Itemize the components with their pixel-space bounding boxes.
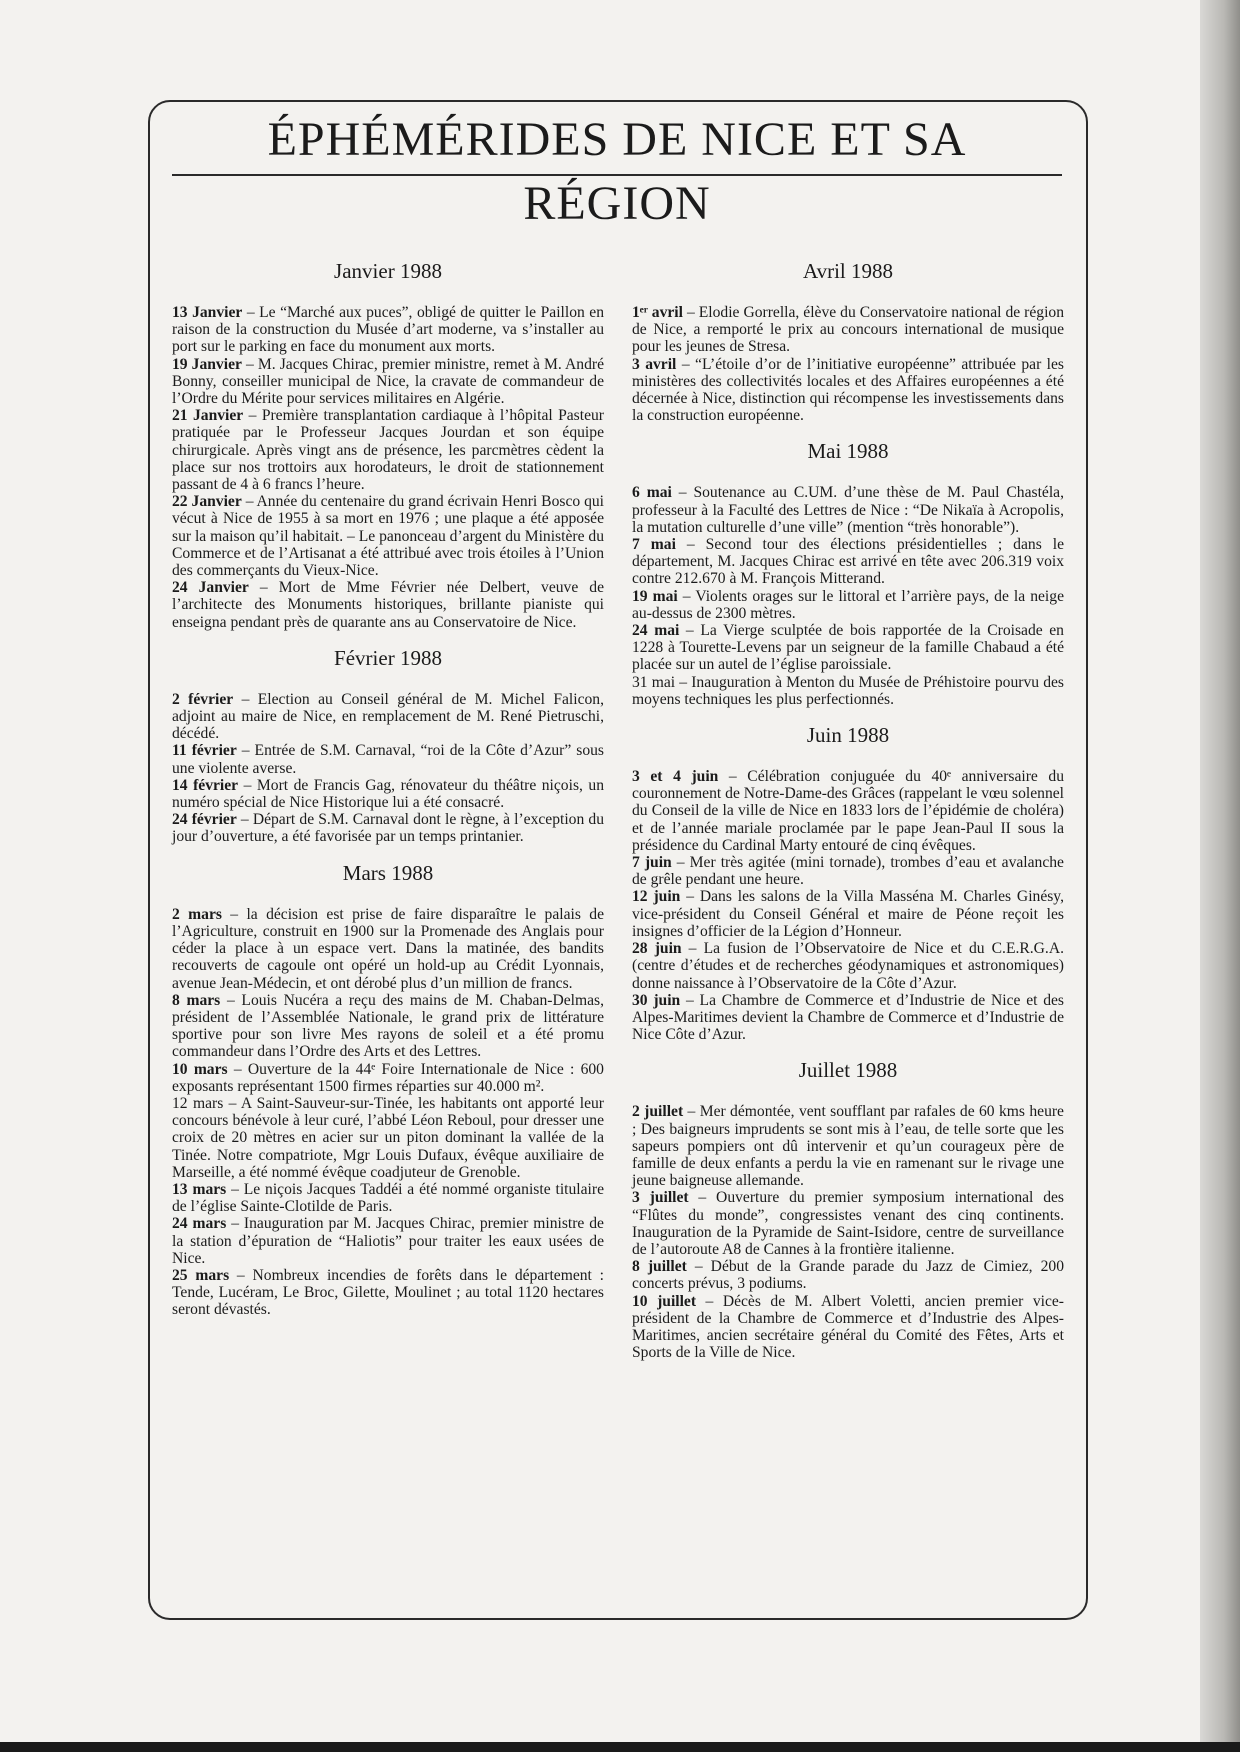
entry-text: – Le niçois Jacques Taddéi a été nommé organiste titulaire de l’église Sainte-Clotilde de Paris.: [172, 1180, 604, 1216]
entry-text: – la décision est prise de faire disparaître le palais de l’Agriculture, construit en 1900 sur la Promenade des Anglais pour céder la place à un espace vert. Dans la matinée, des bandits recouverts de cagoule ont opéré un hold-up au Crédit Lyonnais, avenue Jean-Médecin, et ont dérobé plus d’un million de francs.: [172, 905, 604, 992]
entry-date: 12 juin: [632, 888, 681, 906]
entry-date: 2 juillet: [632, 1103, 684, 1121]
entry-date: 10 juillet: [632, 1292, 697, 1310]
entry-date: 11 février: [172, 742, 237, 760]
entry: [172, 811, 604, 845]
month-heading: Mai 1988: [807, 439, 889, 464]
entry-text: 31 mai – Inauguration à Menton du Musée de Préhistoire pourvu des moyens techniques les plus perfectionnés.: [632, 673, 1064, 708]
entry-date: 3 et 4 juin: [632, 768, 719, 786]
entry: [172, 691, 604, 743]
entry-text: – Louis Nucéra a reçu des mains de M. Chaban-Delmas, président de l’Assemblée Nationale, le grand prix de littérature sportive pour son livre Mes rayons de soleil et a été promu commandeur dans l’Ordre des Arts et des Lettres.: [172, 991, 604, 1061]
scan-bottom-border: [0, 1742, 1240, 1752]
entry-date: 28 juin: [632, 940, 682, 958]
entry-text: – Le “Marché aux puces”, obligé de quitter le Paillon en raison de la construction du Musée d’art moderne, va s’installer au port sur le parking en face du monument aux morts.: [172, 304, 605, 356]
entry-text: – Second tour des élections présidentielles ; dans le département, M. Jacques Chirac est arrivé en tête avec 206.319 voix contre 212.670 à M. François Mitterand.: [632, 536, 1064, 588]
entry: [632, 536, 1064, 588]
entry-text: – La fusion de l’Observatoire de Nice et du C.E.R.G.A. (centre d’études et de recherches géodynamiques et astronomiques) donne naissance à l’Observatoire de la Côte d’Azur.: [632, 940, 1064, 992]
entry: [632, 1258, 1064, 1292]
entry-text: – Inauguration par M. Jacques Chirac, premier ministre de la station d’épuration de “Haliotis” pour traiter les eaux usées de Nice.: [172, 1215, 604, 1267]
entry: [172, 1181, 604, 1215]
column-right: [632, 258, 1064, 1375]
entry-text: – Nombreux incendies de forêts dans le département : Tende, Lucéram, Le Broc, Gilette, Moulinet ; au total 1120 hectares seront dévastés.: [172, 1266, 604, 1319]
month-section: [172, 258, 604, 631]
entry: [632, 992, 1064, 1044]
title-rule: [172, 174, 1062, 176]
month-section: [172, 645, 604, 846]
entry-date: 19 mai: [632, 587, 678, 605]
entry: [632, 356, 1064, 425]
entry-date: 3 juillet: [632, 1189, 689, 1207]
entry-date: 13 Janvier: [172, 304, 243, 321]
entry-text: – La Chambre de Commerce et d’Industrie de Nice et des Alpes-Maritimes devient la Chambre de Commerce et d’Industrie de Nice Côte d’Azur.: [632, 991, 1064, 1044]
entry-text: – M. Jacques Chirac, premier ministre, remet à M. André Bonny, conseiller municipal de Nice, la cravate de commandeur de l’Ordre du Mérite pour services militaires en Algérie.: [172, 355, 604, 408]
entry: [632, 768, 1064, 854]
entry: [172, 1061, 604, 1095]
entry-text: 12 mars – A Saint-Sauveur-sur-Tinée, les habitants ont apporté leur concours bénévole à leur curé, l’abbé Léon Reboul, pour dresser une croix de 20 mètres en acier sur un piton dominant la vallée de la Tinée. Notre compatriote, Mgr Louis Dufaux, évêque auxiliaire de Marseille, a été nommé évêque coadjuteur de Grenoble.: [172, 1094, 604, 1181]
entry-date: 7 juin: [632, 854, 672, 872]
entry-text: – Ouverture du premier symposium international des “Flûtes du monde”, congressistes venant des cinq continents. Inauguration de la Pyramide de Saint-Isidore, centre de surveillance de l’autoroute A8 de Cannes à la frontière italienne.: [632, 1189, 1064, 1258]
entry-date: 10 mars: [172, 1060, 228, 1078]
month-heading: Juin 1988: [806, 723, 890, 748]
entry-date: 14 février: [172, 776, 239, 794]
entry: [632, 1189, 1064, 1258]
month-section: [632, 258, 1064, 424]
entry: [172, 304, 604, 356]
month-heading: Février 1988: [334, 645, 442, 670]
entry-text: – Violents orages sur le littoral et l’arrière pays, de la neige au-dessus de 2300 mètres.: [632, 587, 1064, 622]
entry-text: – “L’étoile d’or de l’initiative européenne” attribuée par les ministères des collectivités locales et des Affaires européennes a été décernée à Nice, distinction qui récompense les investissements dans la construction européenne.: [632, 355, 1064, 425]
page-edge-shadow: [1200, 0, 1240, 1752]
entry: [632, 854, 1064, 888]
entry-date: 24 février: [172, 811, 237, 829]
month-section: [632, 438, 1064, 708]
entry: [632, 940, 1064, 992]
entry-date: 24 mai: [632, 622, 680, 640]
entry: [172, 777, 604, 811]
month-heading: Avril 1988: [802, 259, 894, 283]
entry-text: – Mort de Francis Gag, rénovateur du théâtre niçois, un numéro spécial de Nice Historique lui a été consacré.: [172, 776, 604, 812]
entry-text: – La Vierge sculptée de bois rapportée de la Croisade en 1228 à Tourette-Levens par un seigneur de la famille Chabaud a été placée sur un autel de l’église paroissiale.: [632, 622, 1064, 674]
entry: [172, 742, 604, 776]
entry-text: – Entrée de S.M. Carnaval, “roi de la Côte d’Azur” sous une violente averse.: [172, 742, 604, 777]
entry-text: – Soutenance au C.UM. d’une thèse de M. Paul Chastéla, professeur à la Faculté des Lettres de Nice : “De Nikaïa à Acropolis, la mutation culturelle d’une ville” (mention “très honorable”).: [632, 484, 1064, 536]
entry: [632, 1293, 1064, 1362]
entry-text: – Ouverture de la 44ᵉ Foire Internationale de Nice : 600 exposants représentant 1500 firmes réparties sur 40.000 m².: [172, 1060, 604, 1095]
entry: [172, 493, 604, 579]
entry-text: – Election au Conseil général de M. Michel Falicon, adjoint au maire de Nice, en remplacement de M. René Pietruschi, décédé.: [172, 690, 605, 743]
entry: [632, 304, 1064, 356]
entry-date: 24 mars: [172, 1215, 227, 1233]
entry: [172, 1215, 604, 1267]
entry: [632, 588, 1064, 622]
entry: [172, 992, 604, 1061]
entry-date: 3 avril: [632, 355, 677, 373]
entry: [172, 579, 604, 631]
entry: [172, 407, 604, 493]
entry-date: 2 mars: [172, 905, 222, 923]
entry-text: – Année du centenaire du grand écrivain Henri Bosco qui vécut à Nice de 1955 à sa mort en 1976 ; une plaque a été apposée sur la maison qu’il habitait. – Le panonceau d’argent du Ministère du Commerce et de l’Artisanat a été attribué avec trois étoiles à l’Union des commerçants du Vieux-Nice.: [172, 493, 605, 580]
entry-date: 1ᵉʳ avril: [632, 304, 683, 321]
entry-date: 7 mai: [632, 536, 676, 554]
entry: [632, 674, 1064, 708]
entry-date: 6 mai: [632, 484, 672, 502]
entry: [632, 888, 1064, 940]
entry: [632, 1103, 1064, 1189]
entry-text: – Mer démontée, vent soufflant par rafales de 60 kms heure ; Des baigneurs imprudents se sont mis à l’eau, de telle sorte que les sapeurs pompiers ont dû intervenir et qu’un courageux père de famille de deux enfants a perdu la vie en ramenant sur le rivage une jeune baigneuse allemande.: [632, 1103, 1064, 1190]
month-section: [172, 860, 604, 1319]
entry-date: 25 mars: [172, 1266, 230, 1284]
entry-text: – Première transplantation cardiaque à l’hôpital Pasteur pratiquée par le Professeur Jacques Jourdan et son équipe chirurgicale. Après vingt ans de présence, les parcmètres cèdent la place sur nos trottoirs aux horodateurs, le droit de stationnement passant de 4 à 6 francs l’heure.: [172, 407, 604, 494]
entry-date: 24 Janvier: [172, 579, 249, 597]
entry-text: – Départ de S.M. Carnaval dont le règne, à l’exception du jour d’ouverture, a été favorisée par un temps printanier.: [172, 811, 605, 846]
entry-date: 30 juin: [632, 991, 681, 1009]
entry: [172, 906, 604, 992]
entry-date: 2 février: [172, 690, 234, 708]
entry-date: 8 mars: [172, 991, 221, 1009]
month-section: [632, 722, 1064, 1043]
entry-date: 21 Janvier: [172, 407, 244, 425]
month-heading: Mars 1988: [342, 860, 434, 885]
month-heading: Janvier 1988: [334, 259, 442, 283]
column-left: [172, 258, 604, 1333]
entry: [632, 484, 1064, 536]
entry-date: 13 mars: [172, 1180, 227, 1198]
entry-date: 8 juillet: [632, 1258, 687, 1276]
entry: [172, 1267, 604, 1319]
entry-text: – Début de la Grande parade du Jazz de Cimiez, 200 concerts prévus, 3 podiums.: [632, 1258, 1064, 1293]
month-section: [632, 1057, 1064, 1361]
entry-text: – Décès de M. Albert Voletti, ancien premier vice-président de la Chambre de Commerce et d’Industrie des Alpes-Maritimes, ancien secrétaire général du Comité des Fêtes, Arts et Sports de la Ville de Nice.: [632, 1292, 1064, 1362]
entry-text: – Célébration conjuguée du 40ᵉ anniversaire du couronnement de Notre-Dame-des Grâces (rappelant le vœu solennel du Conseil de la ville de Nice en 1833 lors de l’épidémie de choléra) et de l’année mariale proclamée par le pape Jean-Paul II sous la présidence du Cardinal Marty entouré de cinq évêques.: [632, 768, 1064, 854]
entry: [632, 622, 1064, 674]
month-heading: Juillet 1988: [798, 1058, 898, 1083]
entry-date: 19 Janvier: [172, 355, 242, 373]
entry: [172, 356, 604, 408]
entry-text: – Mer très agitée (mini tornade), trombes d’eau et avalanche de grêle pendant une heure.: [632, 854, 1064, 889]
entry-text: – Elodie Gorrella, élève du Conservatoire national de région de Nice, a remporté le prix au concours international de musique pour les jeunes de Stresa.: [632, 304, 1064, 356]
entry-date: 22 Janvier: [172, 493, 242, 511]
page-title: ÉPHÉMÉRIDES DE NICE ET SA RÉGION: [267, 113, 967, 230]
entry-text: – Mort de Mme Février née Delbert, veuve de l’architecte des Monuments historiques, brillante pianiste qui enseigna pendant près de quarante ans au Conservatoire de Nice.: [172, 579, 604, 631]
entry: [172, 1095, 604, 1181]
entry-text: – Dans les salons de la Villa Masséna M. Charles Ginésy, vice-président du Conseil Général et maire de Péone reçoit les insignes d’officier de la Légion d’Honneur.: [632, 888, 1064, 940]
